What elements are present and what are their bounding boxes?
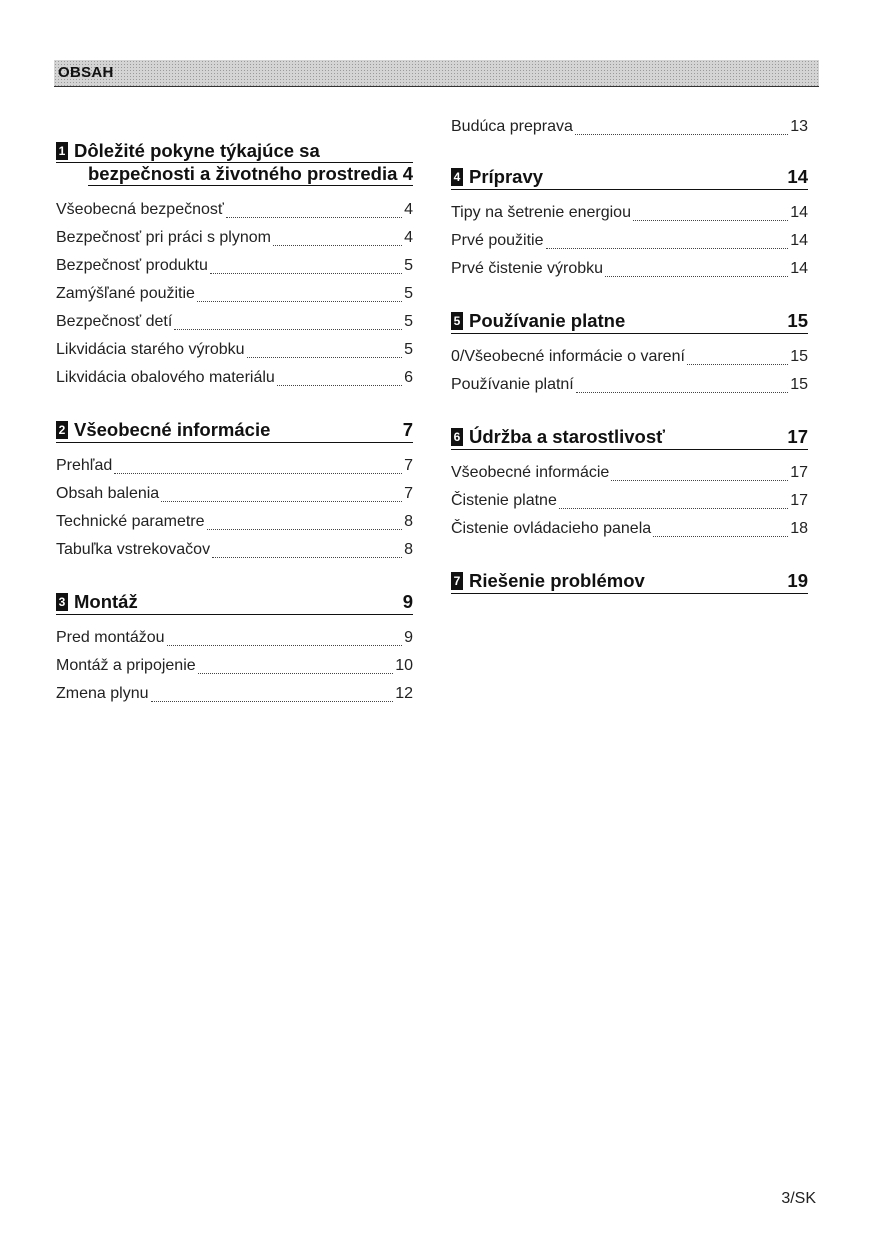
toc-entry-label: Prvé čistenie výrobku: [451, 260, 604, 277]
toc-entry[interactable]: [56, 508, 413, 536]
section-title: Všeobecné informácie: [74, 419, 271, 440]
toc-entry[interactable]: [451, 255, 808, 283]
toc-section-6-heading[interactable]: [451, 426, 808, 450]
toc-entry[interactable]: [451, 227, 808, 255]
toc-entry[interactable]: [56, 624, 413, 652]
toc-entry-page: 17: [790, 492, 808, 509]
toc-entry-label: Všeobecné informácie: [451, 464, 610, 481]
section-page-number: 15: [787, 310, 808, 331]
toc-entry-page: 4: [404, 229, 413, 246]
toc-entry-page: 15: [790, 348, 808, 365]
toc-entry-page: 13: [790, 118, 808, 135]
section-number-badge: 2: [56, 421, 68, 439]
toc-entry[interactable]: [451, 487, 808, 515]
toc-entry[interactable]: [56, 452, 413, 480]
dot-leader: [611, 480, 788, 481]
toc-entry-page: 15: [790, 376, 808, 393]
toc-right-column: [451, 113, 808, 594]
dot-leader: [226, 217, 402, 218]
toc-section-4-entries: [451, 199, 808, 283]
toc-entry-label: Čistenie platne: [451, 492, 557, 509]
section-page-number: 14: [787, 166, 808, 187]
dot-leader: [161, 501, 402, 502]
dot-leader: [633, 220, 788, 221]
toc-entry[interactable]: [56, 536, 413, 564]
toc-entry-label: Likvidácia obalového materiálu: [56, 369, 275, 386]
toc-entry-page: 5: [404, 257, 413, 274]
toc-section-7-heading[interactable]: [451, 570, 808, 594]
toc-section-5-heading[interactable]: [451, 310, 808, 334]
toc-entry-page: 14: [790, 204, 808, 221]
toc-entry-page: 14: [790, 232, 808, 249]
toc-entry-label: Tabuľka vstrekovačov: [56, 541, 211, 558]
toc-section-2-entries: [56, 452, 413, 564]
toc-entry-label: Obsah balenia: [56, 485, 160, 502]
contents-title: OBSAH: [58, 64, 114, 81]
dot-leader: [546, 248, 789, 249]
toc-entry[interactable]: [451, 343, 808, 371]
dot-leader: [167, 645, 403, 646]
section-title: Riešenie problémov: [469, 570, 645, 591]
section-page-number: 7: [402, 419, 413, 440]
toc-entry-page: 5: [404, 285, 413, 302]
toc-entry-page: 14: [790, 260, 808, 277]
section-page-number: 4: [402, 163, 413, 184]
page-number-footer: 3/SK: [781, 1190, 816, 1207]
toc-entry-page: 4: [404, 201, 413, 218]
toc-section-3-heading[interactable]: [56, 591, 413, 615]
toc-entry[interactable]: [56, 680, 413, 708]
toc-entry-label: Likvidácia starého výrobku: [56, 341, 245, 358]
section-number-badge: 4: [451, 168, 463, 186]
section-number-badge: 3: [56, 593, 68, 611]
section-title-continued: bezpečnosti a životného prostredia: [88, 163, 398, 184]
toc-entry-label: 0/Všeobecné informácie o varení: [451, 348, 685, 365]
toc-section-3-entries: [56, 624, 413, 708]
toc-section-2-heading[interactable]: [56, 419, 413, 443]
toc-section-4-heading[interactable]: [451, 166, 808, 190]
toc-entry[interactable]: [451, 113, 808, 141]
toc-entry-label: Čistenie ovládacieho panela: [451, 520, 652, 537]
toc-entry-label: Zmena plynu: [56, 685, 149, 702]
toc-entry-page: 8: [404, 541, 413, 558]
toc-entry[interactable]: [451, 515, 808, 543]
dot-leader: [114, 473, 402, 474]
toc-entry-page: 10: [395, 657, 413, 674]
dot-leader: [247, 357, 403, 358]
dot-leader: [277, 385, 402, 386]
toc-entry-label: Prvé použitie: [451, 232, 544, 249]
toc-entry-label: Prehľad: [56, 457, 113, 474]
section-page-number: 9: [402, 591, 413, 612]
section-number-badge: 5: [451, 312, 463, 330]
toc-entry-page: 17: [790, 464, 808, 481]
toc-entry-label: Používanie platní: [451, 376, 574, 393]
section-title: Používanie platne: [469, 310, 626, 331]
toc-section-5-entries: [451, 343, 808, 399]
toc-entry[interactable]: [451, 459, 808, 487]
toc-entry-label: Pred montážou: [56, 629, 165, 646]
toc-entry-page: 18: [790, 520, 808, 537]
section-title: Dôležité pokyne týkajúce sa: [74, 140, 320, 161]
toc-entry-label: Technické parametre: [56, 513, 205, 530]
dot-leader: [273, 245, 402, 246]
section-number-badge: 6: [451, 428, 463, 446]
section-title: Údržba a starostlivosť: [469, 426, 665, 447]
toc-section-1-entries: [56, 196, 413, 392]
toc-entry-page: 7: [404, 485, 413, 502]
dot-leader: [576, 392, 788, 393]
toc-entry-page: 8: [404, 513, 413, 530]
toc-section-1-heading[interactable]: [56, 140, 413, 187]
section-number-badge: 7: [451, 572, 463, 590]
dot-leader: [207, 529, 403, 530]
toc-entry-label: Zamýšľané použitie: [56, 285, 195, 302]
toc-entry[interactable]: [56, 224, 413, 252]
dot-leader: [575, 134, 788, 135]
toc-entry-label: Všeobecná bezpečnosť: [56, 201, 224, 218]
contents-header-bar: [54, 60, 819, 87]
dot-leader: [174, 329, 402, 330]
toc-continued-entries: [451, 113, 808, 141]
toc-entry-page: 9: [404, 629, 413, 646]
dot-leader: [151, 701, 394, 702]
toc-entry-page: 7: [404, 457, 413, 474]
dot-leader: [605, 276, 788, 277]
toc-entry-page: 5: [404, 313, 413, 330]
toc-entry[interactable]: [451, 199, 808, 227]
section-title: Prípravy: [469, 166, 544, 187]
dot-leader: [653, 536, 788, 537]
toc-entry[interactable]: [56, 364, 413, 392]
toc-entry[interactable]: [56, 196, 413, 224]
toc-entry[interactable]: [56, 652, 413, 680]
toc-entry-label: Bezpečnosť produktu: [56, 257, 208, 274]
toc-entry-label: Montáž a pripojenie: [56, 657, 196, 674]
section-title: Montáž: [74, 591, 138, 612]
toc-entry[interactable]: [451, 371, 808, 399]
toc-entry-label: Bezpečnosť detí: [56, 313, 173, 330]
dot-leader: [198, 673, 394, 674]
toc-left-column: [56, 140, 413, 708]
section-page-number: 19: [787, 570, 808, 591]
dot-leader: [210, 273, 402, 274]
toc-entry-page: 5: [404, 341, 413, 358]
section-number-badge: 1: [56, 142, 68, 160]
dot-leader: [212, 557, 402, 558]
toc-entry-label: Bezpečnosť pri práci s plynom: [56, 229, 271, 246]
toc-entry[interactable]: [56, 480, 413, 508]
dot-leader: [197, 301, 402, 302]
toc-entry-label: Budúca preprava: [451, 118, 573, 135]
toc-entry[interactable]: [56, 336, 413, 364]
toc-entry-page: 12: [395, 685, 413, 702]
toc-entry[interactable]: [56, 252, 413, 280]
toc-entry[interactable]: [56, 280, 413, 308]
dot-leader: [559, 508, 788, 509]
toc-section-6-entries: [451, 459, 808, 543]
toc-entry-label: Tipy na šetrenie energiou: [451, 204, 631, 221]
dot-leader: [687, 364, 788, 365]
toc-entry[interactable]: [56, 308, 413, 336]
toc-entry-page: 6: [404, 369, 413, 386]
section-page-number: 17: [787, 426, 808, 447]
